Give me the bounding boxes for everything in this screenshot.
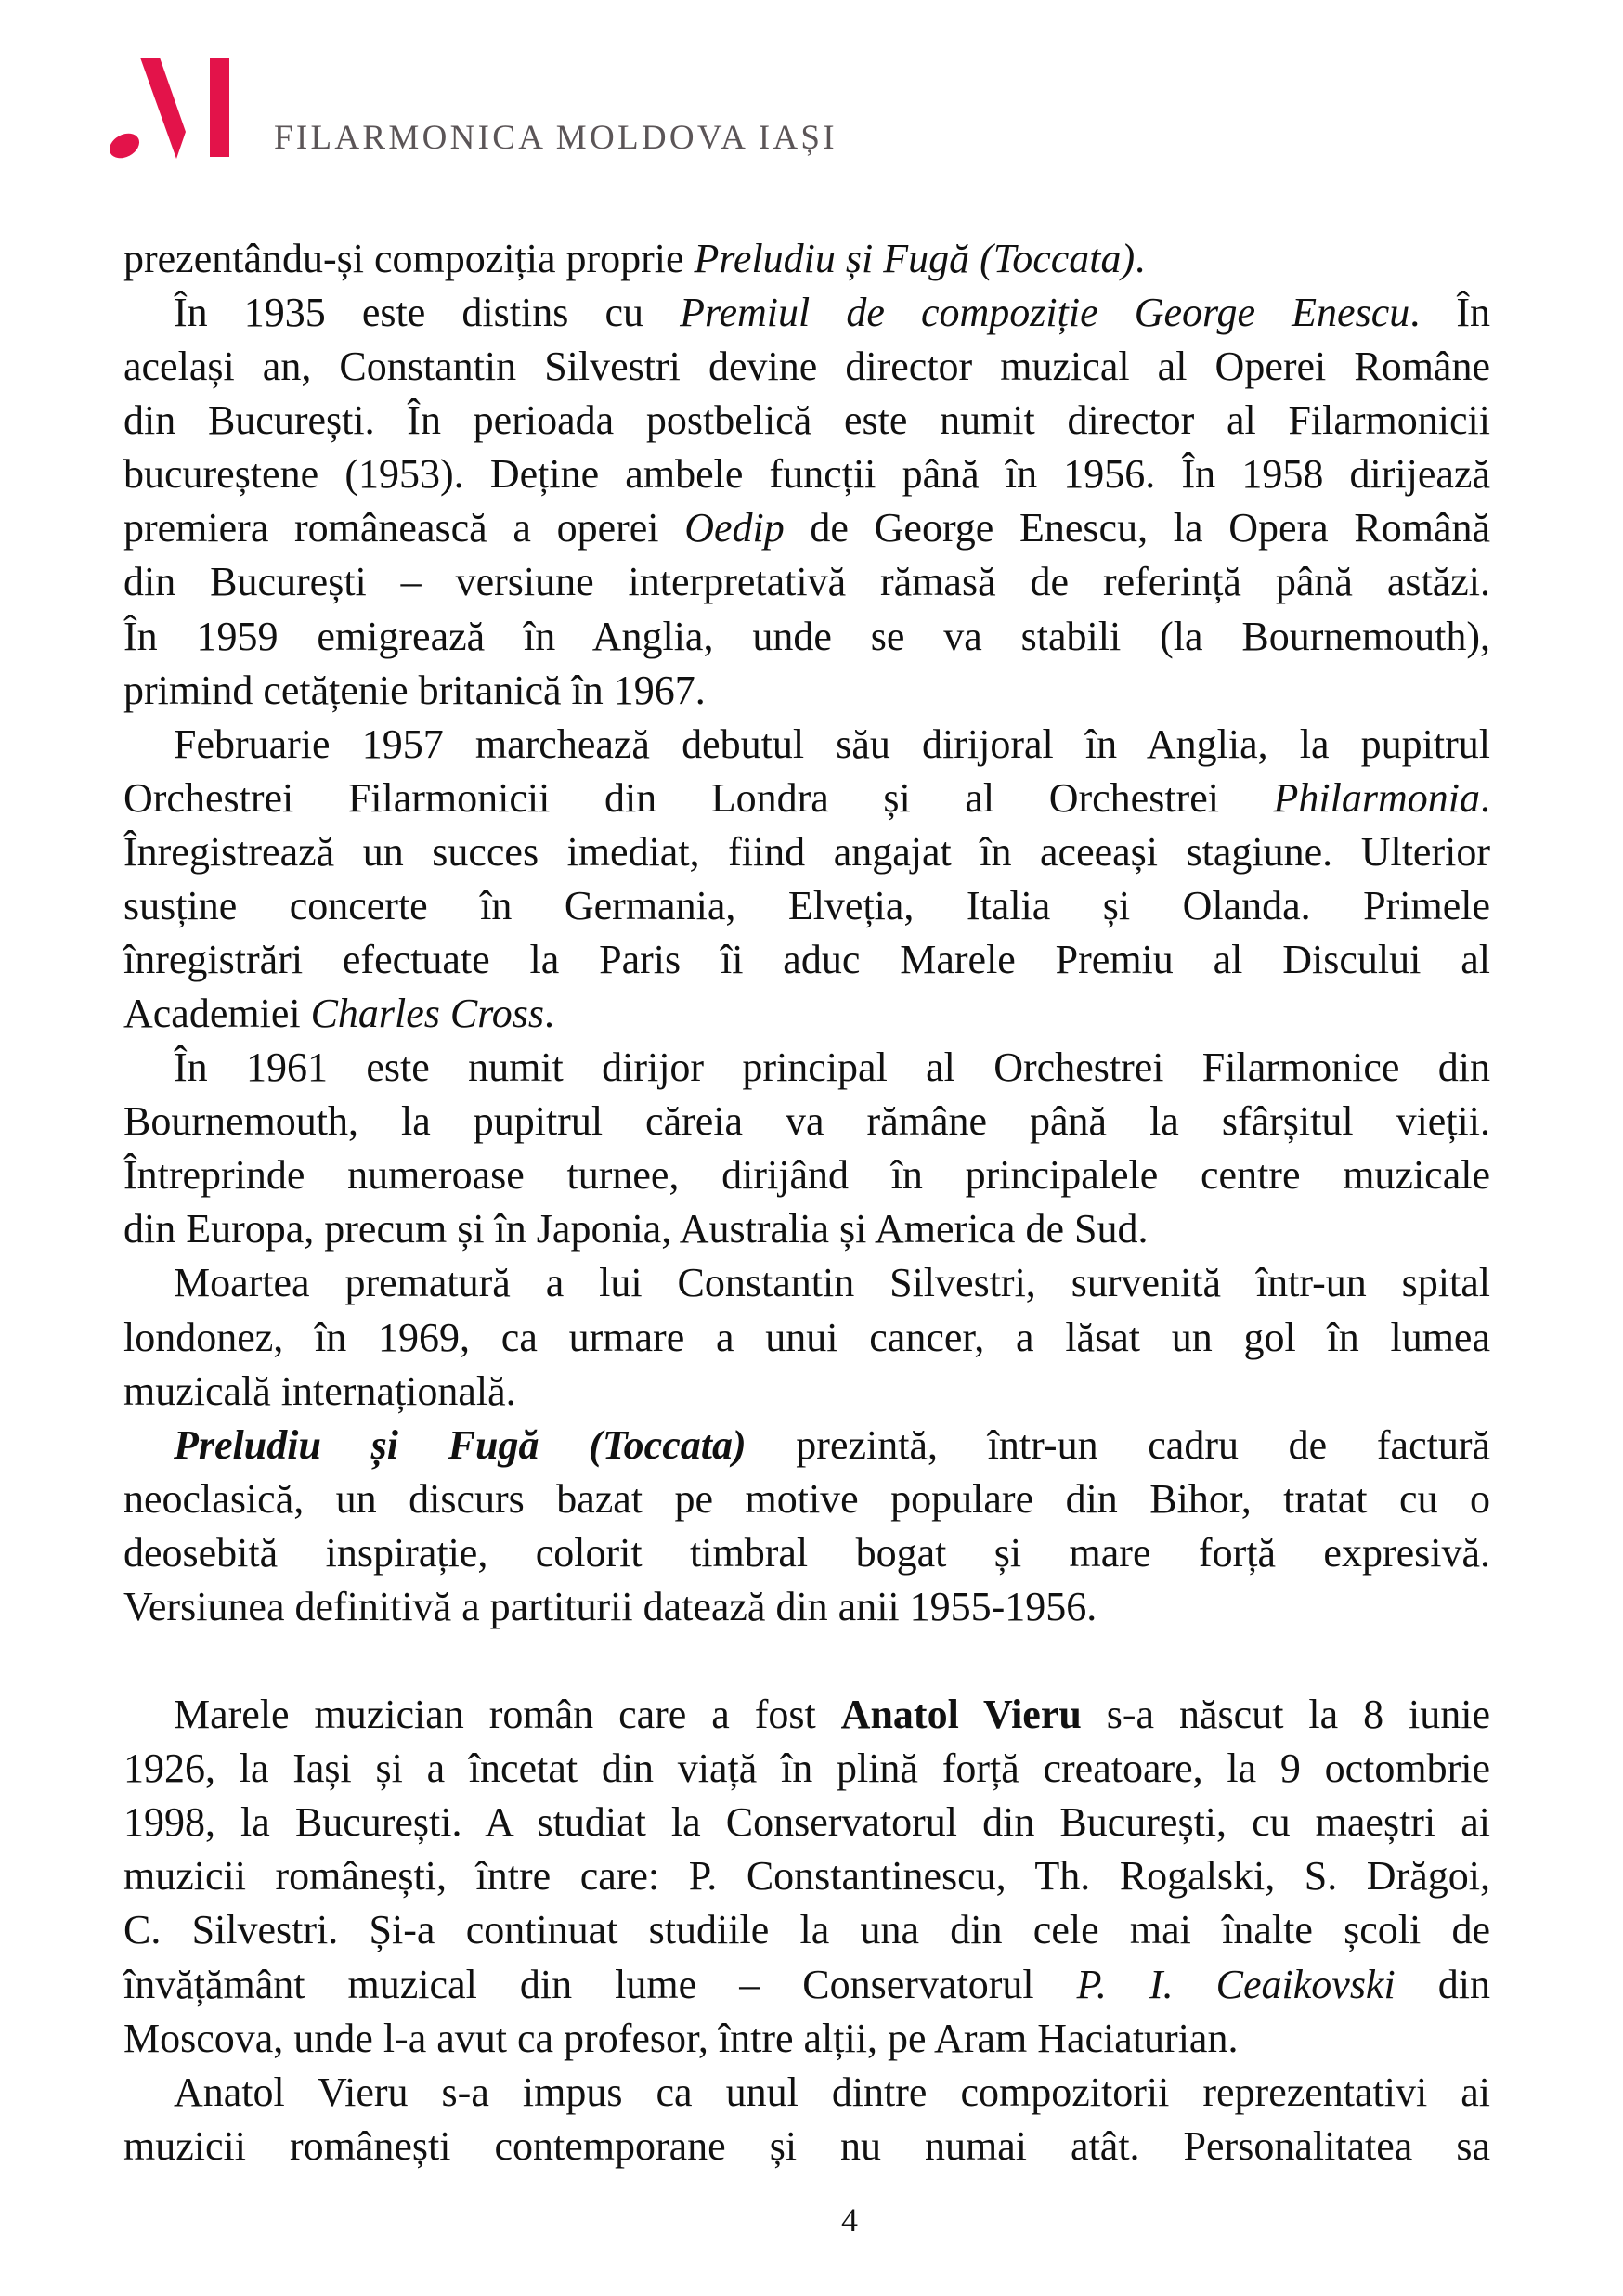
text-line: În 1935 este distins cu Premiul de compoziție George Enescu. În: [174, 290, 1491, 336]
text-line: muzicală internațională.: [123, 1368, 516, 1414]
text-line: Februarie 1957 marchează debutul său dirijoral în Anglia, la pupitrul: [174, 720, 1490, 767]
text-line: C. Silvestri. Și-a continuat studiile la una din cele mai înalte școli de: [123, 1907, 1490, 1953]
blank-line: [123, 1634, 1490, 1688]
text-line: din București – versiune interpretativă rămasă de referință până astăzi.: [123, 559, 1490, 605]
text-line: Preludiu și Fugă (Toccata) prezintă, într-un cadru de factură: [174, 1421, 1491, 1468]
text-line: muzicii românești, între care: P. Constantinescu, Th. Rogalski, S. Drăgoi,: [123, 1853, 1490, 1900]
text-line: Moscova, unde l-a avut ca profesor, între alții, pe Aram Haciaturian.: [123, 2015, 1239, 2061]
text-line: 1926, la Iași și a încetat din viață în plină forță creatoare, la 9 octombrie: [123, 1745, 1490, 1792]
text-line: susține concerte în Germania, Elveția, Italia și Olanda. Primele: [123, 882, 1490, 928]
text-line: neoclasică, un discurs bazat pe motive populare din Bihor, tratat cu o: [123, 1475, 1490, 1522]
text-line: deosebită inspirație, colorit timbral bogat și mare forță expresivă.: [123, 1529, 1490, 1576]
text-line: Academiei Charles Cross.: [123, 991, 555, 1037]
text-line: În 1961 este numit dirijor principal al Orchestrei Filarmonice din: [174, 1044, 1490, 1091]
filarmonica-logo-icon: [104, 54, 234, 165]
text-line: înregistrări efectuate la Paris îi aduc Marele Premiu al Discului al: [123, 937, 1490, 983]
work-title: Preludiu și Fugă (Toccata): [174, 1421, 747, 1468]
text-line: londonez, în 1969, ca urmare a unui cancer, a lăsat un gol în lumea: [123, 1314, 1490, 1360]
text-line: primind cetățenie britanică în 1967.: [123, 667, 706, 713]
text-line: Versiunea definitivă a partiturii datează din anii 1955-1956.: [123, 1583, 1097, 1629]
text-line: Bournemouth, la pupitrul căreia va rămâne până la sfârșitul vieții.: [123, 1098, 1490, 1145]
page-number: 4: [841, 2201, 858, 2238]
article-body: [123, 232, 1490, 2173]
text-line: prezentându-și compoziția proprie Preludiu și Fugă (Toccata).: [123, 236, 1146, 281]
text-line: Marele muzician român care a fost Anatol Vieru s-a născut la 8 iunie: [174, 1692, 1490, 1738]
text-line: Înregistrează un succes imediat, fiind angajat în aceeași stagiune. Ulterior: [123, 828, 1490, 875]
composer-name: Anatol Vieru: [840, 1692, 1082, 1738]
text-line: din București. În perioada postbelică este numit director al Filarmonicii: [123, 397, 1490, 444]
text-line: Întreprinde numeroase turnee, dirijând în principalele centre muzicale: [123, 1152, 1490, 1199]
text-line: același an, Constantin Silvestri devine director muzical al Operei Române: [123, 344, 1490, 390]
text-line: învățământ muzical din lume – Conservatorul P. I. Ceaikovski din: [123, 1961, 1490, 2007]
text-line: Anatol Vieru s-a impus ca unul dintre compozitorii reprezentativi ai: [174, 2069, 1490, 2115]
text-line: muzicii românești contemporane și nu numai atât. Personalitatea sa: [123, 2122, 1490, 2169]
text-line: bucureștene (1953). Deține ambele funcții până în 1956. În 1958 dirijează: [123, 451, 1490, 498]
organization-title: FILARMONICA MOLDOVA IAȘI: [274, 119, 837, 157]
text-line: premiera românească a operei Oedip de George Enescu, la Opera Română: [123, 505, 1491, 551]
text-line: 1998, la București. A studiat la Conservatorul din București, cu maeștri ai: [123, 1799, 1490, 1846]
text-line: Orchestrei Filarmonicii din Londra și al Orchestrei Philarmonia.: [123, 774, 1490, 821]
text-line: În 1959 emigrează în Anglia, unde se va stabili (la Bournemouth),: [123, 613, 1490, 659]
text-line: din Europa, precum și în Japonia, Australia și America de Sud.: [123, 1206, 1149, 1252]
text-line: Moartea prematură a lui Constantin Silvestri, survenită într-un spital: [174, 1260, 1490, 1306]
